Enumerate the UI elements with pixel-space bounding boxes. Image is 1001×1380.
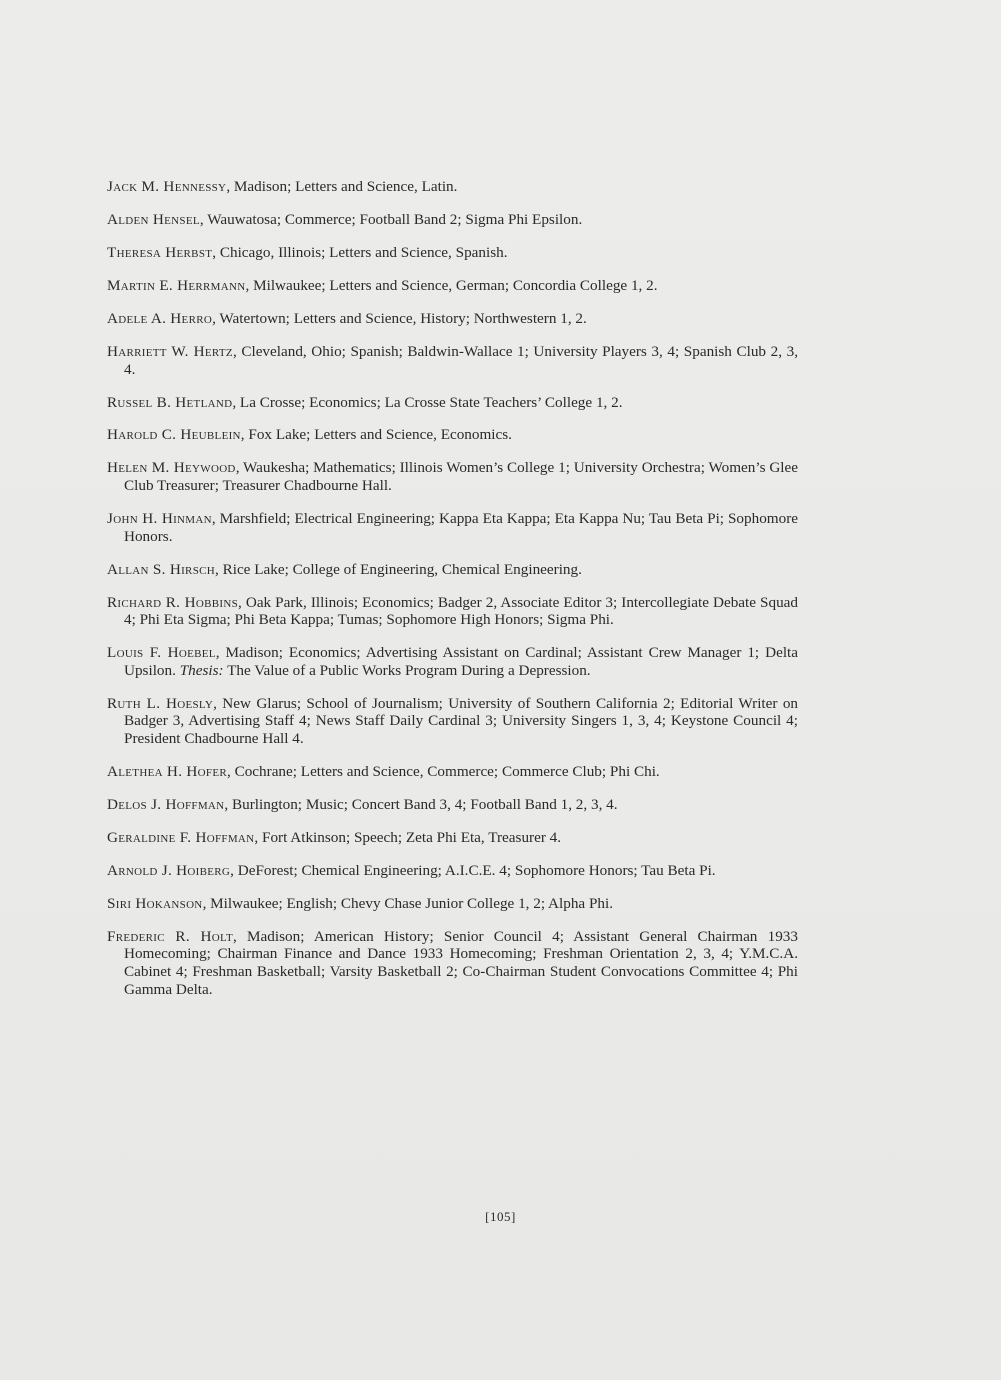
- entry-hoesly: [107, 695, 798, 748]
- entry-details: , New Glarus; School of Journalism; University of Southern California 2; Editorial Writer on Badger 3, Advertising Staff 4; News Staff Daily Cardinal 3; University Singers 1, 3, 4; Keystone Council 4; President Chadbourne Hall 4.: [124, 694, 799, 747]
- entry-name: Harold C. Heublein: [107, 426, 241, 444]
- entry-hirsch: [107, 561, 798, 579]
- entry-details: , Madison; Letters and Science, Latin.: [226, 178, 458, 195]
- entry-name: Louis F. Hoebel: [107, 644, 216, 662]
- thesis-label: Thesis:: [179, 661, 224, 679]
- entry-hofer: [107, 763, 798, 781]
- entry-name: Delos J. Hoffman: [107, 795, 225, 813]
- entry-details: , Oak Park, Illinois; Economics; Badger 2, Associate Editor 3; Intercollegiate Debate Squad 4; Phi Eta Sigma; Phi Beta Kappa; Tumas; Sophomore High Honors; Sigma Phi.: [124, 593, 799, 629]
- entry-hinman: [107, 510, 798, 545]
- entry-delos-hoffman: [107, 796, 798, 814]
- entry-details: , La Crosse; Economics; La Crosse State Teachers’ College 1, 2.: [232, 393, 623, 411]
- entry-hertz: [107, 343, 798, 378]
- entry-details: , Chicago, Illinois; Letters and Science, Spanish.: [212, 243, 508, 261]
- entry-name: Siri Hokanson: [107, 894, 203, 912]
- entry-name: Geraldine F. Hoffman: [107, 828, 255, 846]
- entry-details: , Cleveland, Ohio; Spanish; Baldwin-Wallace 1; University Players 3, 4; Spanish Club 2, 3, 4.: [124, 342, 798, 378]
- entry-hokanson: [107, 895, 798, 913]
- entry-herro: [107, 310, 798, 328]
- entry-details: , Marshfield; Electrical Engineering; Kappa Eta Kappa; Eta Kappa Nu; Tau Beta Pi; Sophomore Honors.: [124, 510, 799, 545]
- entry-details: , Milwaukee; Letters and Science, German; Concordia College 1, 2.: [245, 276, 658, 294]
- entry-name: Frederic R. Holt: [107, 927, 234, 945]
- entry-details: , DeForest; Chemical Engineering; A.I.C.E. 4; Sophomore Honors; Tau Beta Pi.: [230, 861, 716, 879]
- entry-name: Alden Hensel: [107, 210, 200, 228]
- entry-name: Allan S. Hirsch: [107, 560, 215, 578]
- entry-hensel: [107, 211, 798, 229]
- entry-name: Alethea H. Hofer: [107, 762, 227, 780]
- entry-hobbins: [107, 594, 798, 629]
- entry-details: , Milwaukee; English; Chevy Chase Junior College 1, 2; Alpha Phi.: [202, 894, 614, 912]
- entry-name: Harriett W. Hertz: [107, 342, 233, 360]
- entry-name: Ruth L. Hoesly: [107, 694, 214, 712]
- entry-hoebel: [107, 644, 798, 679]
- entry-details: , Fox Lake; Letters and Science, Economics.: [240, 426, 512, 444]
- entry-details: , Madison; Economics; Advertising Assistant on Cardinal; Assistant Crew Manager 1; Delta Upsilon.: [124, 644, 798, 679]
- entry-details: , Rice Lake; College of Engineering, Chemical Engineering.: [215, 560, 582, 578]
- entry-name: Russel B. Hetland: [107, 393, 233, 411]
- entry-herbst: [107, 244, 798, 262]
- entry-name: Helen M. Heywood: [107, 459, 236, 477]
- entry-name: John H. Hinman: [107, 510, 212, 528]
- entry-details: , Burlington; Music; Concert Band 3, 4; Football Band 1, 2, 3, 4.: [224, 795, 618, 813]
- entry-herrmann: [107, 277, 798, 295]
- entry-details: , Fort Atkinson; Speech; Zeta Phi Eta, Treasurer 4.: [254, 828, 562, 846]
- entry-name: Richard R. Hobbins: [107, 593, 239, 611]
- entry-name: Martin E. Herrmann: [107, 276, 246, 294]
- entry-name: Jack M. Hennessy: [107, 178, 227, 195]
- entry-name: Arnold J. Hoiberg: [107, 861, 231, 879]
- entry-geraldine-hoffman: [107, 829, 798, 847]
- entry-details: , Cochrane; Letters and Science, Commerce; Commerce Club; Phi Chi.: [226, 762, 660, 780]
- entry-heublein: [107, 426, 798, 444]
- entry-details: , Watertown; Letters and Science, History; Northwestern 1, 2.: [212, 309, 587, 327]
- entry-details: , Wauwatosa; Commerce; Football Band 2; Sigma Phi Epsilon.: [199, 210, 583, 228]
- entry-heywood: [107, 459, 798, 494]
- senior-entries-list: [107, 178, 798, 1014]
- thesis-title: The Value of a Public Works Program During a Depression.: [223, 661, 591, 679]
- entry-holt: [107, 928, 798, 998]
- entry-details: , Waukesha; Mathematics; Illinois Women’s College 1; University Orchestra; Women’s Glee Club Treasurer; Treasurer Chadbourne Hall.: [124, 459, 798, 495]
- page-number: [105]: [485, 1209, 516, 1224]
- entry-hoiberg: [107, 862, 798, 880]
- entry-details: , Madison; American History; Senior Council 4; Assistant General Chairman 1933 Homecoming; Chairman Finance and Dance 1933 Homecoming; Freshman Orientation 2, 3, 4; Y.M.C.A. Cabinet 4; Freshman Basketball; Varsity Basketball 2; Co-Chairman Student Convocations Committee 4; Phi Gamma Delta.: [124, 927, 798, 998]
- entry-name: Adele A. Herro: [107, 309, 213, 327]
- entry-hetland: [107, 394, 798, 412]
- entry-hennessy: [107, 178, 798, 196]
- entry-name: Theresa Herbst: [107, 243, 213, 261]
